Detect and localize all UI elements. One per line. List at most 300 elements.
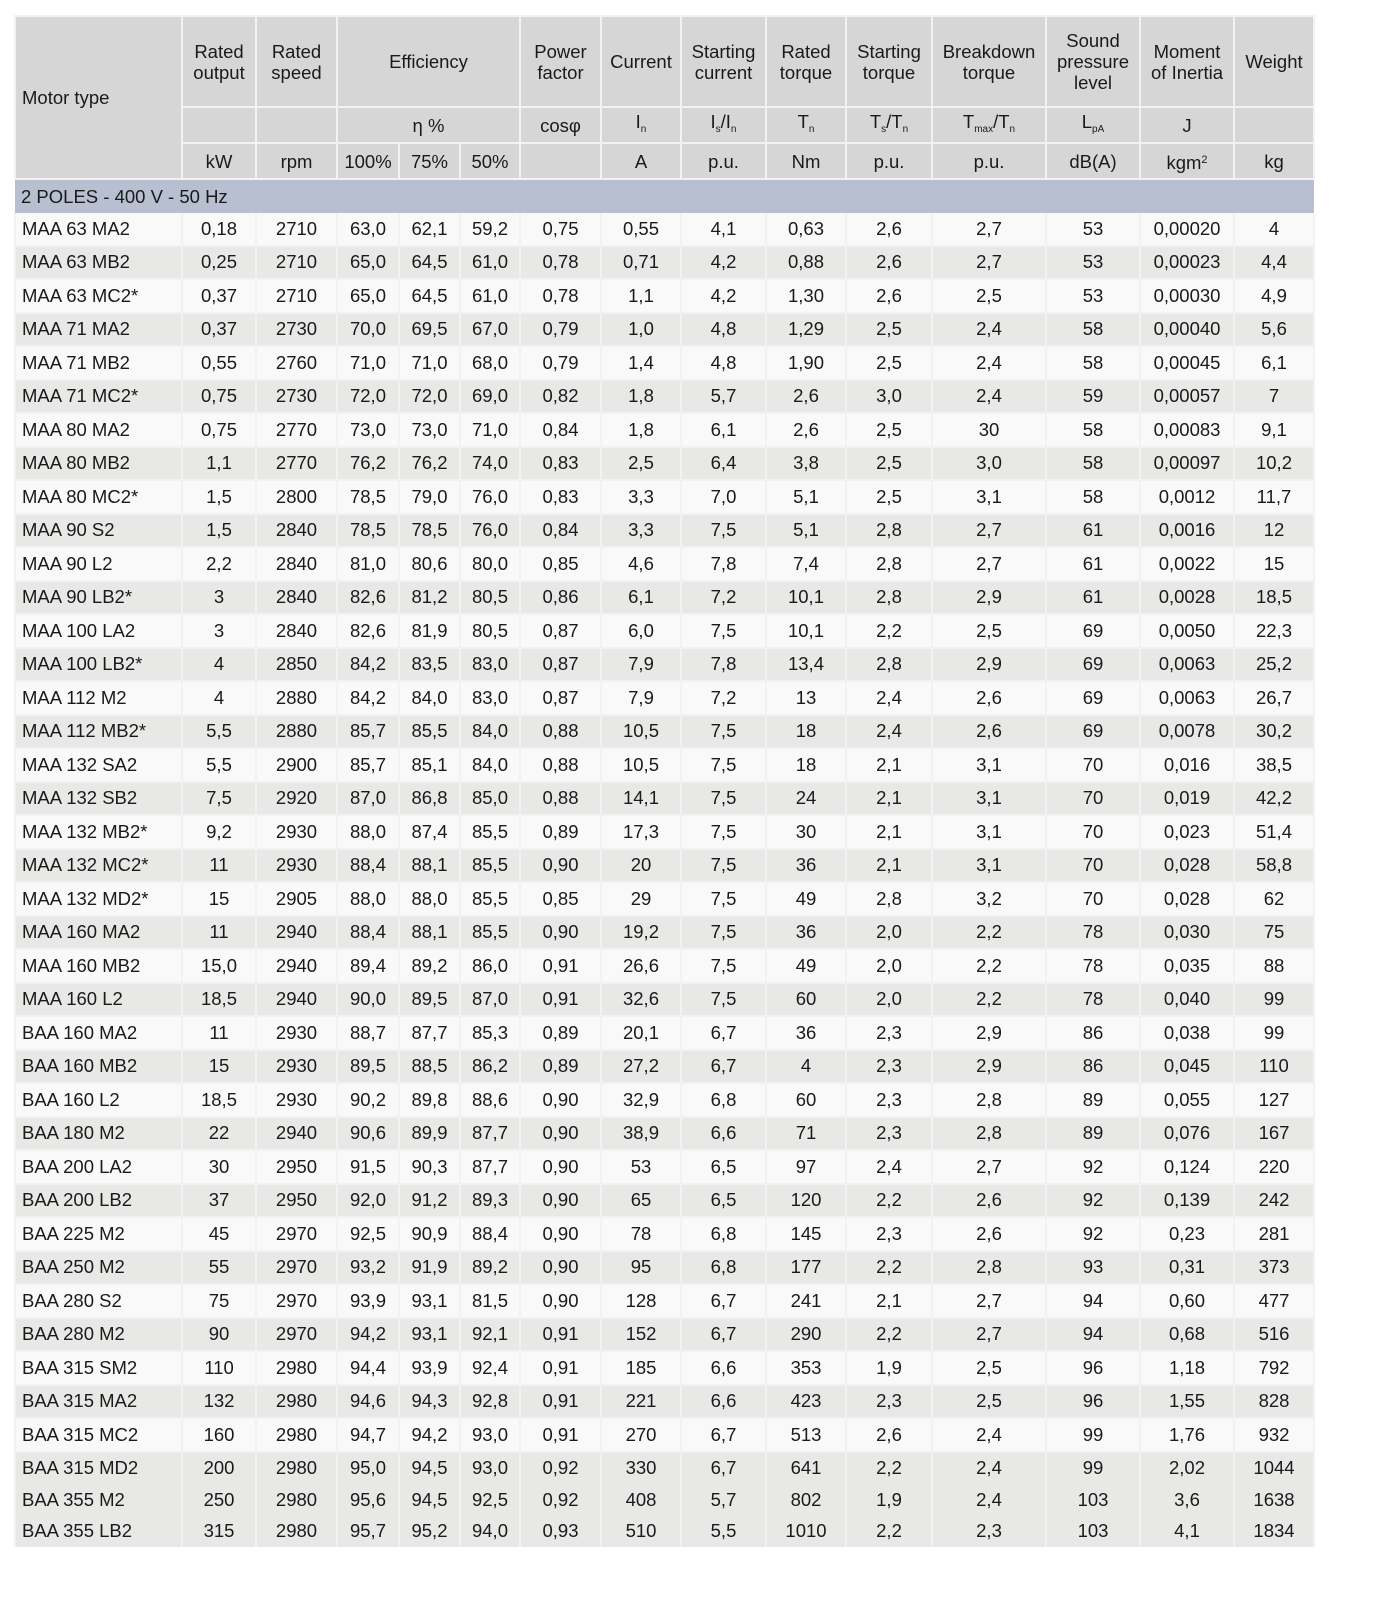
value-cell: 2940 [256, 1117, 337, 1151]
symbol-rated-speed [256, 107, 337, 143]
value-cell: 89,8 [399, 1083, 460, 1117]
value-cell: 91,9 [399, 1251, 460, 1285]
value-cell: 2,9 [932, 581, 1046, 615]
value-cell: 0,0063 [1140, 681, 1234, 715]
value-cell: 2730 [256, 380, 337, 414]
value-cell: 0,79 [520, 313, 601, 347]
value-cell: 90,2 [337, 1083, 399, 1117]
value-cell: 49 [766, 882, 846, 916]
value-cell: 2,8 [846, 581, 932, 615]
value-cell: 89,3 [460, 1184, 520, 1218]
header-current: Current [601, 16, 681, 107]
value-cell: 242 [1234, 1184, 1314, 1218]
value-cell: 10,2 [1234, 447, 1314, 481]
value-cell: 1,5 [182, 480, 256, 514]
value-cell: 4,6 [601, 547, 681, 581]
value-cell: 281 [1234, 1217, 1314, 1251]
value-cell: 10,1 [766, 581, 846, 615]
header-sound-pressure-level: Sound pressure level [1046, 16, 1140, 107]
value-cell: 61,0 [460, 246, 520, 280]
value-cell: 63,0 [337, 213, 399, 246]
value-cell: 1,29 [766, 313, 846, 347]
value-cell: 95 [601, 1251, 681, 1285]
value-cell: 6,5 [681, 1184, 766, 1218]
value-cell: 94,2 [399, 1418, 460, 1452]
value-cell: 0,00030 [1140, 279, 1234, 313]
value-cell: 2,2 [846, 1251, 932, 1285]
value-cell: 2770 [256, 447, 337, 481]
value-cell: 89 [1046, 1083, 1140, 1117]
motor-type-cell: MAA 90 L2 [15, 547, 182, 581]
value-cell: 2,2 [182, 547, 256, 581]
value-cell: 2,6 [846, 279, 932, 313]
value-cell: 70 [1046, 748, 1140, 782]
value-cell: 53 [1046, 213, 1140, 246]
header-motor-type: Motor type [15, 16, 182, 179]
value-cell: 2930 [256, 1050, 337, 1084]
value-cell: 69 [1046, 715, 1140, 749]
table-body [15, 179, 1314, 1547]
value-cell: 2,5 [932, 1385, 1046, 1419]
header-moment-of-inertia: Moment of Inertia [1140, 16, 1234, 107]
value-cell: 408 [601, 1484, 681, 1516]
value-cell: 18 [766, 748, 846, 782]
value-cell: 88 [1234, 949, 1314, 983]
value-cell: 51,4 [1234, 815, 1314, 849]
value-cell: 2,6 [932, 1184, 1046, 1218]
value-cell: 49 [766, 949, 846, 983]
value-cell: 78,5 [399, 514, 460, 548]
table-row [15, 380, 1314, 414]
table-row [15, 1418, 1314, 1452]
value-cell: 0,92 [520, 1452, 601, 1485]
value-cell: 7,9 [601, 681, 681, 715]
value-cell: 78,5 [337, 480, 399, 514]
value-cell: 2,6 [766, 413, 846, 447]
value-cell: 58 [1046, 480, 1140, 514]
value-cell: 53 [1046, 246, 1140, 280]
unit-starting-current: p.u. [681, 143, 766, 179]
table-row [15, 1251, 1314, 1285]
value-cell: 2,2 [846, 1184, 932, 1218]
value-cell: 58 [1046, 447, 1140, 481]
table-row [15, 882, 1314, 916]
value-cell: 6,4 [681, 447, 766, 481]
value-cell: 86,2 [460, 1050, 520, 1084]
value-cell: 88,0 [337, 882, 399, 916]
value-cell: 18 [766, 715, 846, 749]
table-row [15, 1050, 1314, 1084]
table-row [15, 1083, 1314, 1117]
value-cell: 0,035 [1140, 949, 1234, 983]
value-cell: 92,4 [460, 1351, 520, 1385]
value-cell: 74,0 [460, 447, 520, 481]
value-cell: 2,8 [846, 514, 932, 548]
value-cell: 89,9 [399, 1117, 460, 1151]
value-cell: 2840 [256, 614, 337, 648]
value-cell: 2980 [256, 1418, 337, 1452]
value-cell: 0,92 [520, 1484, 601, 1516]
value-cell: 94,3 [399, 1385, 460, 1419]
value-cell: 86 [1046, 1050, 1140, 1084]
value-cell: 0,038 [1140, 1016, 1234, 1050]
value-cell: 2760 [256, 346, 337, 380]
value-cell: 94,4 [337, 1351, 399, 1385]
value-cell: 2,4 [846, 715, 932, 749]
motor-type-cell: MAA 160 MB2 [15, 949, 182, 983]
value-cell: 1,90 [766, 346, 846, 380]
value-cell: 65,0 [337, 246, 399, 280]
motor-type-cell: BAA 200 LA2 [15, 1150, 182, 1184]
value-cell: 59 [1046, 380, 1140, 414]
value-cell: 0,00020 [1140, 213, 1234, 246]
value-cell: 0,85 [520, 882, 601, 916]
value-cell: 2,5 [932, 279, 1046, 313]
value-cell: 6,7 [681, 1452, 766, 1485]
value-cell: 80,0 [460, 547, 520, 581]
value-cell: 2,1 [846, 815, 932, 849]
table-row [15, 246, 1314, 280]
unit-power-factor [520, 143, 601, 179]
value-cell: 2,2 [932, 949, 1046, 983]
value-cell: 7,2 [681, 581, 766, 615]
motor-type-cell: MAA 112 M2 [15, 681, 182, 715]
motor-type-cell: MAA 80 MC2* [15, 480, 182, 514]
value-cell: 89,5 [337, 1050, 399, 1084]
table-row [15, 480, 1314, 514]
value-cell: 38,9 [601, 1117, 681, 1151]
value-cell: 3,6 [1140, 1484, 1234, 1516]
value-cell: 0,045 [1140, 1050, 1234, 1084]
motor-type-cell: BAA 180 M2 [15, 1117, 182, 1151]
value-cell: 0,90 [520, 1150, 601, 1184]
unit-eff-75: 75% [399, 143, 460, 179]
value-cell: 89,2 [399, 949, 460, 983]
value-cell: 64,5 [399, 279, 460, 313]
section-row [15, 179, 1314, 213]
value-cell: 2,0 [846, 916, 932, 950]
value-cell: 68,0 [460, 346, 520, 380]
value-cell: 0,0028 [1140, 581, 1234, 615]
value-cell: 7,5 [182, 782, 256, 816]
motor-type-cell: BAA 355 M2 [15, 1484, 182, 1516]
value-cell: 2,5 [846, 313, 932, 347]
value-cell: 92,5 [337, 1217, 399, 1251]
value-cell: 85,7 [337, 715, 399, 749]
value-cell: 2,6 [932, 1217, 1046, 1251]
value-cell: 3,1 [932, 815, 1046, 849]
value-cell: 0,90 [520, 1083, 601, 1117]
value-cell: 1,8 [601, 380, 681, 414]
table-row [15, 1117, 1314, 1151]
value-cell: 80,5 [460, 614, 520, 648]
value-cell: 2930 [256, 849, 337, 883]
unit-eff-50: 50% [460, 143, 520, 179]
value-cell: 110 [1234, 1050, 1314, 1084]
value-cell: 97 [766, 1150, 846, 1184]
value-cell: 11 [182, 849, 256, 883]
value-cell: 6,1 [681, 413, 766, 447]
value-cell: 93,0 [460, 1418, 520, 1452]
value-cell: 2,5 [846, 413, 932, 447]
value-cell: 58 [1046, 346, 1140, 380]
value-cell: 86,0 [460, 949, 520, 983]
value-cell: 92 [1046, 1150, 1140, 1184]
value-cell: 7,9 [601, 648, 681, 682]
value-cell: 2950 [256, 1184, 337, 1218]
unit-breakdown-torque: p.u. [932, 143, 1046, 179]
motor-type-cell: BAA 315 MA2 [15, 1385, 182, 1419]
value-cell: 94 [1046, 1318, 1140, 1352]
value-cell: 6,7 [681, 1418, 766, 1452]
value-cell: 14,1 [601, 782, 681, 816]
value-cell: 3,1 [932, 480, 1046, 514]
table-row [15, 983, 1314, 1017]
value-cell: 4,8 [681, 313, 766, 347]
value-cell: 2,8 [846, 547, 932, 581]
value-cell: 61 [1046, 581, 1140, 615]
value-cell: 0,124 [1140, 1150, 1234, 1184]
value-cell: 7,4 [766, 547, 846, 581]
value-cell: 32,9 [601, 1083, 681, 1117]
section-label: 2 POLES - 400 V - 50 Hz [15, 179, 1314, 213]
value-cell: 2,6 [846, 213, 932, 246]
value-cell: 93,9 [337, 1284, 399, 1318]
value-cell: 6,7 [681, 1284, 766, 1318]
value-cell: 85,5 [460, 882, 520, 916]
motor-type-cell: MAA 132 MB2* [15, 815, 182, 849]
value-cell: 5,7 [681, 1484, 766, 1516]
value-cell: 0,90 [520, 1251, 601, 1285]
value-cell: 69,0 [460, 380, 520, 414]
value-cell: 353 [766, 1351, 846, 1385]
motor-type-cell: MAA 71 MB2 [15, 346, 182, 380]
value-cell: 5,7 [681, 380, 766, 414]
value-cell: 7,5 [681, 983, 766, 1017]
value-cell: 87,0 [460, 983, 520, 1017]
motor-type-cell: MAA 112 MB2* [15, 715, 182, 749]
value-cell: 2880 [256, 715, 337, 749]
value-cell: 2,2 [846, 1452, 932, 1485]
motor-type-cell: MAA 63 MB2 [15, 246, 182, 280]
value-cell: 88,5 [399, 1050, 460, 1084]
value-cell: 78 [1046, 916, 1140, 950]
unit-dba: dB(A) [1046, 143, 1140, 179]
value-cell: 2980 [256, 1385, 337, 1419]
value-cell: 6,7 [681, 1318, 766, 1352]
value-cell: 71,0 [399, 346, 460, 380]
value-cell: 6,5 [681, 1150, 766, 1184]
value-cell: 0,88 [520, 715, 601, 749]
unit-kgm2: kgm$^2$ [1140, 143, 1234, 179]
value-cell: 2,2 [846, 1318, 932, 1352]
value-cell: 87,4 [399, 815, 460, 849]
value-cell: 9,1 [1234, 413, 1314, 447]
unit-amp: A [601, 143, 681, 179]
value-cell: 85,7 [337, 748, 399, 782]
value-cell: 95,6 [337, 1484, 399, 1516]
value-cell: 65 [601, 1184, 681, 1218]
header-rated-torque: Rated torque [766, 16, 846, 107]
value-cell: 25,2 [1234, 648, 1314, 682]
motor-type-cell: BAA 315 MC2 [15, 1418, 182, 1452]
motor-type-cell: BAA 315 SM2 [15, 1351, 182, 1385]
value-cell: 1,55 [1140, 1385, 1234, 1419]
value-cell: 84,2 [337, 648, 399, 682]
value-cell: 72,0 [399, 380, 460, 414]
value-cell: 0,00023 [1140, 246, 1234, 280]
value-cell: 70 [1046, 849, 1140, 883]
value-cell: 2,3 [846, 1385, 932, 1419]
motor-type-cell: BAA 200 LB2 [15, 1184, 182, 1218]
header-rated-output: Rated output [182, 16, 256, 107]
value-cell: 76,0 [460, 480, 520, 514]
value-cell: 1,4 [601, 346, 681, 380]
value-cell: 0,75 [182, 413, 256, 447]
value-cell: 2,2 [846, 1516, 932, 1548]
value-cell: 1044 [1234, 1452, 1314, 1485]
value-cell: 87,0 [337, 782, 399, 816]
value-cell: 1,1 [182, 447, 256, 481]
value-cell: 2,2 [932, 916, 1046, 950]
unit-rpm: rpm [256, 143, 337, 179]
value-cell: 90,9 [399, 1217, 460, 1251]
motor-type-cell: MAA 71 MC2* [15, 380, 182, 414]
header-rated-speed: Rated speed [256, 16, 337, 107]
value-cell: 17,3 [601, 815, 681, 849]
symbol-breakdown-torque: $T_{max}/T_n$ [932, 107, 1046, 143]
value-cell: 70 [1046, 782, 1140, 816]
value-cell: 58 [1046, 313, 1140, 347]
value-cell: 0,87 [520, 681, 601, 715]
motor-type-cell: BAA 160 MA2 [15, 1016, 182, 1050]
value-cell: 0,75 [182, 380, 256, 414]
value-cell: 2,1 [846, 782, 932, 816]
value-cell: 2,4 [846, 1150, 932, 1184]
value-cell: 61 [1046, 547, 1140, 581]
value-cell: 2,5 [846, 346, 932, 380]
value-cell: 19,2 [601, 916, 681, 950]
value-cell: 2710 [256, 213, 337, 246]
table-row [15, 1217, 1314, 1251]
value-cell: 0,88 [520, 782, 601, 816]
value-cell: 2710 [256, 279, 337, 313]
value-cell: 69,5 [399, 313, 460, 347]
value-cell: 0,88 [520, 748, 601, 782]
value-cell: 6,6 [681, 1117, 766, 1151]
unit-nm: Nm [766, 143, 846, 179]
value-cell: 81,0 [337, 547, 399, 581]
value-cell: 86,8 [399, 782, 460, 816]
value-cell: 423 [766, 1385, 846, 1419]
value-cell: 2770 [256, 413, 337, 447]
value-cell: 5,5 [681, 1516, 766, 1548]
table-row [15, 681, 1314, 715]
value-cell: 2730 [256, 313, 337, 347]
value-cell: 2,1 [846, 748, 932, 782]
value-cell: 81,9 [399, 614, 460, 648]
value-cell: 0,0063 [1140, 648, 1234, 682]
value-cell: 76,2 [399, 447, 460, 481]
value-cell: 78 [1046, 983, 1140, 1017]
value-cell: 88,7 [337, 1016, 399, 1050]
value-cell: 2980 [256, 1484, 337, 1516]
value-cell: 15 [182, 1050, 256, 1084]
unit-starting-torque: p.u. [846, 143, 932, 179]
value-cell: 4 [182, 681, 256, 715]
value-cell: 0,87 [520, 648, 601, 682]
value-cell: 2,7 [932, 1150, 1046, 1184]
table-row [15, 346, 1314, 380]
value-cell: 60 [766, 983, 846, 1017]
value-cell: 24 [766, 782, 846, 816]
value-cell: 94,5 [399, 1452, 460, 1485]
value-cell: 103 [1046, 1484, 1140, 1516]
value-cell: 120 [766, 1184, 846, 1218]
value-cell: 94,7 [337, 1418, 399, 1452]
value-cell: 110 [182, 1351, 256, 1385]
value-cell: 2,8 [846, 648, 932, 682]
value-cell: 2,5 [846, 480, 932, 514]
value-cell: 2,8 [932, 1117, 1046, 1151]
value-cell: 145 [766, 1217, 846, 1251]
value-cell: 91,5 [337, 1150, 399, 1184]
value-cell: 0,90 [520, 1217, 601, 1251]
value-cell: 64,5 [399, 246, 460, 280]
value-cell: 2,2 [846, 614, 932, 648]
value-cell: 2840 [256, 514, 337, 548]
table-row [15, 279, 1314, 313]
table-row [15, 1516, 1314, 1548]
value-cell: 2,8 [932, 1251, 1046, 1285]
value-cell: 641 [766, 1452, 846, 1485]
value-cell: 83,0 [460, 681, 520, 715]
value-cell: 7,5 [681, 916, 766, 950]
value-cell: 80,5 [460, 581, 520, 615]
value-cell: 92 [1046, 1217, 1140, 1251]
motor-type-cell: MAA 71 MA2 [15, 313, 182, 347]
value-cell: 2,1 [846, 849, 932, 883]
value-cell: 83,5 [399, 648, 460, 682]
value-cell: 2,7 [932, 1318, 1046, 1352]
value-cell: 2,7 [932, 514, 1046, 548]
value-cell: 6,7 [681, 1016, 766, 1050]
value-cell: 32,6 [601, 983, 681, 1017]
value-cell: 93,1 [399, 1284, 460, 1318]
value-cell: 220 [1234, 1150, 1314, 1184]
value-cell: 10,5 [601, 748, 681, 782]
value-cell: 0,0022 [1140, 547, 1234, 581]
value-cell: 200 [182, 1452, 256, 1485]
value-cell: 0,75 [520, 213, 601, 246]
value-cell: 2,7 [932, 213, 1046, 246]
value-cell: 53 [601, 1150, 681, 1184]
value-cell: 4,2 [681, 246, 766, 280]
symbol-rated-output [182, 107, 256, 143]
table-row [15, 1484, 1314, 1516]
table-row [15, 447, 1314, 481]
value-cell: 30,2 [1234, 715, 1314, 749]
header-weight: Weight [1234, 16, 1314, 107]
value-cell: 85,5 [460, 815, 520, 849]
value-cell: 75 [1234, 916, 1314, 950]
value-cell: 93,9 [399, 1351, 460, 1385]
value-cell: 0,63 [766, 213, 846, 246]
value-cell: 15,0 [182, 949, 256, 983]
value-cell: 10,5 [601, 715, 681, 749]
value-cell: 37 [182, 1184, 256, 1218]
value-cell: 0,90 [520, 1284, 601, 1318]
